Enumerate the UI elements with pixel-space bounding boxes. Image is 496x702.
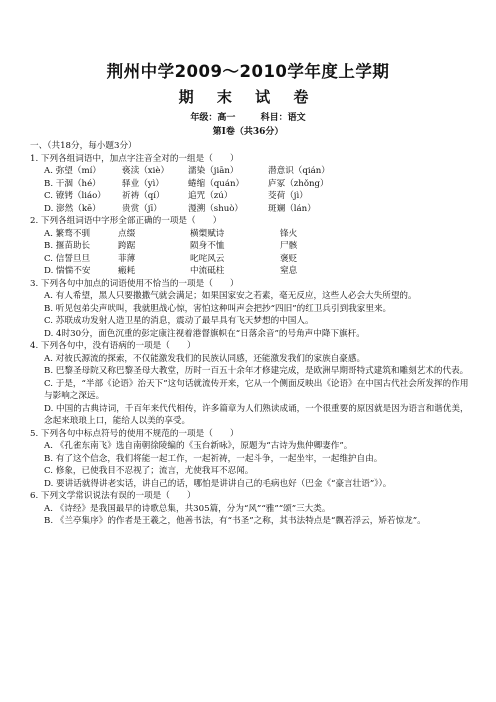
option-text: C. 于是，“半部《论语》治天下”这句话就流传开来，它从一个侧面反映出《论语》在中国古代社会所发挥的作用与影响之深远。 — [44, 378, 469, 401]
option-cell: 濡染（jiān） — [188, 166, 239, 176]
option-text: A. 《孔雀东南飞》选自南朝徐陵编的《玉台新咏》，原题为“古诗为焦仲卿妻作”。 — [44, 441, 353, 451]
option-cell: 锋火 — [280, 228, 298, 239]
question-stem: 4. 下列各句中，没有语病的一项是（ ） — [30, 341, 196, 351]
question-stem: 1. 下列各组词语中，加点字注音全对的一组是（ ） — [30, 153, 239, 164]
question-stem: 6. 下列文学常识说法有误的一项是（ ） — [30, 491, 196, 501]
option-text: D. 4时30分，面色沉重的彭定康注视着港督旗帜在“日落余音”的号角声中降下旗杆。 — [44, 328, 365, 339]
option-cell: 窒息 — [280, 266, 298, 276]
question-stem: 5. 下列各句中标点符号的使用不规范的一项是（ ） — [30, 428, 239, 439]
option-text: A. 对彼氏源流的探索，不仅能激发我们的民族认同感，还能激发我们的家族自豪感。 — [44, 353, 366, 364]
exam-subtitle: 期 末 试 卷 — [178, 88, 318, 106]
option-cell: 叱咤风云 — [190, 253, 225, 264]
option-cell: C. 信誓旦旦 — [44, 253, 91, 264]
option-cell: 陨身不恤 — [190, 241, 225, 251]
option-text: B. 巴黎圣母院又称巴黎圣母大教堂，历时一百五十余年才修建完成，是欧洲早期哥特式建筑和雕刻艺术的代表。 — [44, 366, 469, 376]
option-row — [30, 253, 470, 266]
option-cell: A. 繁骛不驯 — [44, 228, 91, 239]
option-cell: B. 揠苗助长 — [44, 241, 91, 251]
option-cell: 瘢耗 — [118, 266, 136, 276]
grade-label: 年级：高一 — [190, 113, 236, 123]
option-cell: 跨踞 — [118, 241, 136, 251]
option-cell: 点缀 — [118, 228, 136, 239]
option-row — [30, 265, 470, 278]
exam-body — [30, 140, 470, 528]
section-heading: 第Ⅰ卷（共36分） — [212, 127, 284, 137]
option-cell: 追咒（zú） — [188, 191, 233, 201]
option-cell: 尸骸 — [280, 241, 298, 251]
exam-meta — [0, 110, 496, 123]
exam-title: 荆州中学2009～2010学年度上学期 — [106, 62, 390, 81]
option-cell: A. 弥望（mí） — [44, 166, 101, 176]
option-row — [30, 240, 470, 253]
option-text: B. 《兰亭集序》的作者是王羲之，他善书法，有“书圣”之称，其书法特点是“飘若浮云，矫若惊龙”。 — [44, 516, 426, 526]
option-row — [30, 203, 470, 216]
option-text: B. 有了这个信念，我们将能一起工作，一起祈祷，一起斗争，一起坐牢，一起维护自由。 — [44, 453, 383, 464]
option-cell: 蜷缩（quán） — [188, 178, 245, 189]
option-cell: 茭荷（jì） — [268, 191, 308, 201]
option-text: A. 《诗经》是我国最早的诗歌总集，共305篇，分为“风”“雅”“颂”三大类。 — [44, 503, 331, 514]
option-text: D. 要讲话就得讲老实话，讲自己的话，哪怕是讲讲自己的毛病也好（巴金《“豪言壮语”》）。 — [44, 478, 392, 489]
option-cell: 褒贬 — [280, 253, 298, 264]
option-cell: 祈祷（qí） — [122, 191, 165, 201]
question-stem: 2. 下列各组词语中字形全部正确的一项是（ ） — [30, 216, 222, 226]
option-cell: D. 惴惴不安 — [44, 266, 91, 276]
option-cell: C. 镣铐（liáo） — [44, 191, 106, 201]
option-row — [30, 178, 470, 191]
option-cell: 驿业（yì） — [122, 178, 164, 189]
option-text: C. 苏联成功发射人造卫星的消息，震动了最早具有飞天梦想的中国人。 — [44, 316, 314, 326]
option-cell: 漫溯（shuò） — [188, 203, 244, 214]
option-text: A. 有人希望，黑人只要撒撒气就会满足；如果国家安之若素，毫无反应，这些人必会大失所望的。 — [44, 291, 417, 301]
option-cell: 菲薄 — [118, 253, 136, 264]
option-cell: B. 干涸（hé） — [44, 178, 101, 189]
option-row — [30, 165, 470, 178]
option-row — [30, 190, 470, 203]
option-cell: 横槊赋诗 — [190, 228, 225, 239]
option-cell: 斑斓（lán） — [268, 203, 316, 214]
option-text: D. 中国的古典诗词，千百年来代代相传，许多篇章为人们熟读成诵，一个很重要的原因就是因为语言和谐优美，念起来琅琅上口，能给人以美的享受。 — [44, 403, 469, 426]
subject-label: 科目：语文 — [260, 113, 306, 123]
option-cell: 贵赏（jī） — [122, 203, 162, 214]
option-cell: D. 澎然（kē） — [44, 203, 101, 214]
option-cell: 亵渎（xiè） — [122, 166, 170, 176]
option-cell: 潜意识（qián） — [268, 166, 330, 176]
question-stem: 3. 下列各句中加点的词语使用不恰当的一项是（ ） — [30, 278, 239, 289]
option-row — [30, 228, 470, 241]
option-cell: 庐冢（zhǒng） — [268, 178, 329, 189]
part-heading: 一、（共18分，每小题3分） — [30, 141, 137, 151]
option-cell: 中流砥柱 — [190, 266, 225, 276]
option-text: C. 修象，已使我目不忍视了；流言，尤使我耳不忍闻。 — [44, 466, 254, 476]
option-text: B. 听见包弟尖声吠叫，我就胆战心惊，害怕这种叫声会把抄“四旧”的红卫兵引到我家里来。 — [44, 303, 392, 314]
